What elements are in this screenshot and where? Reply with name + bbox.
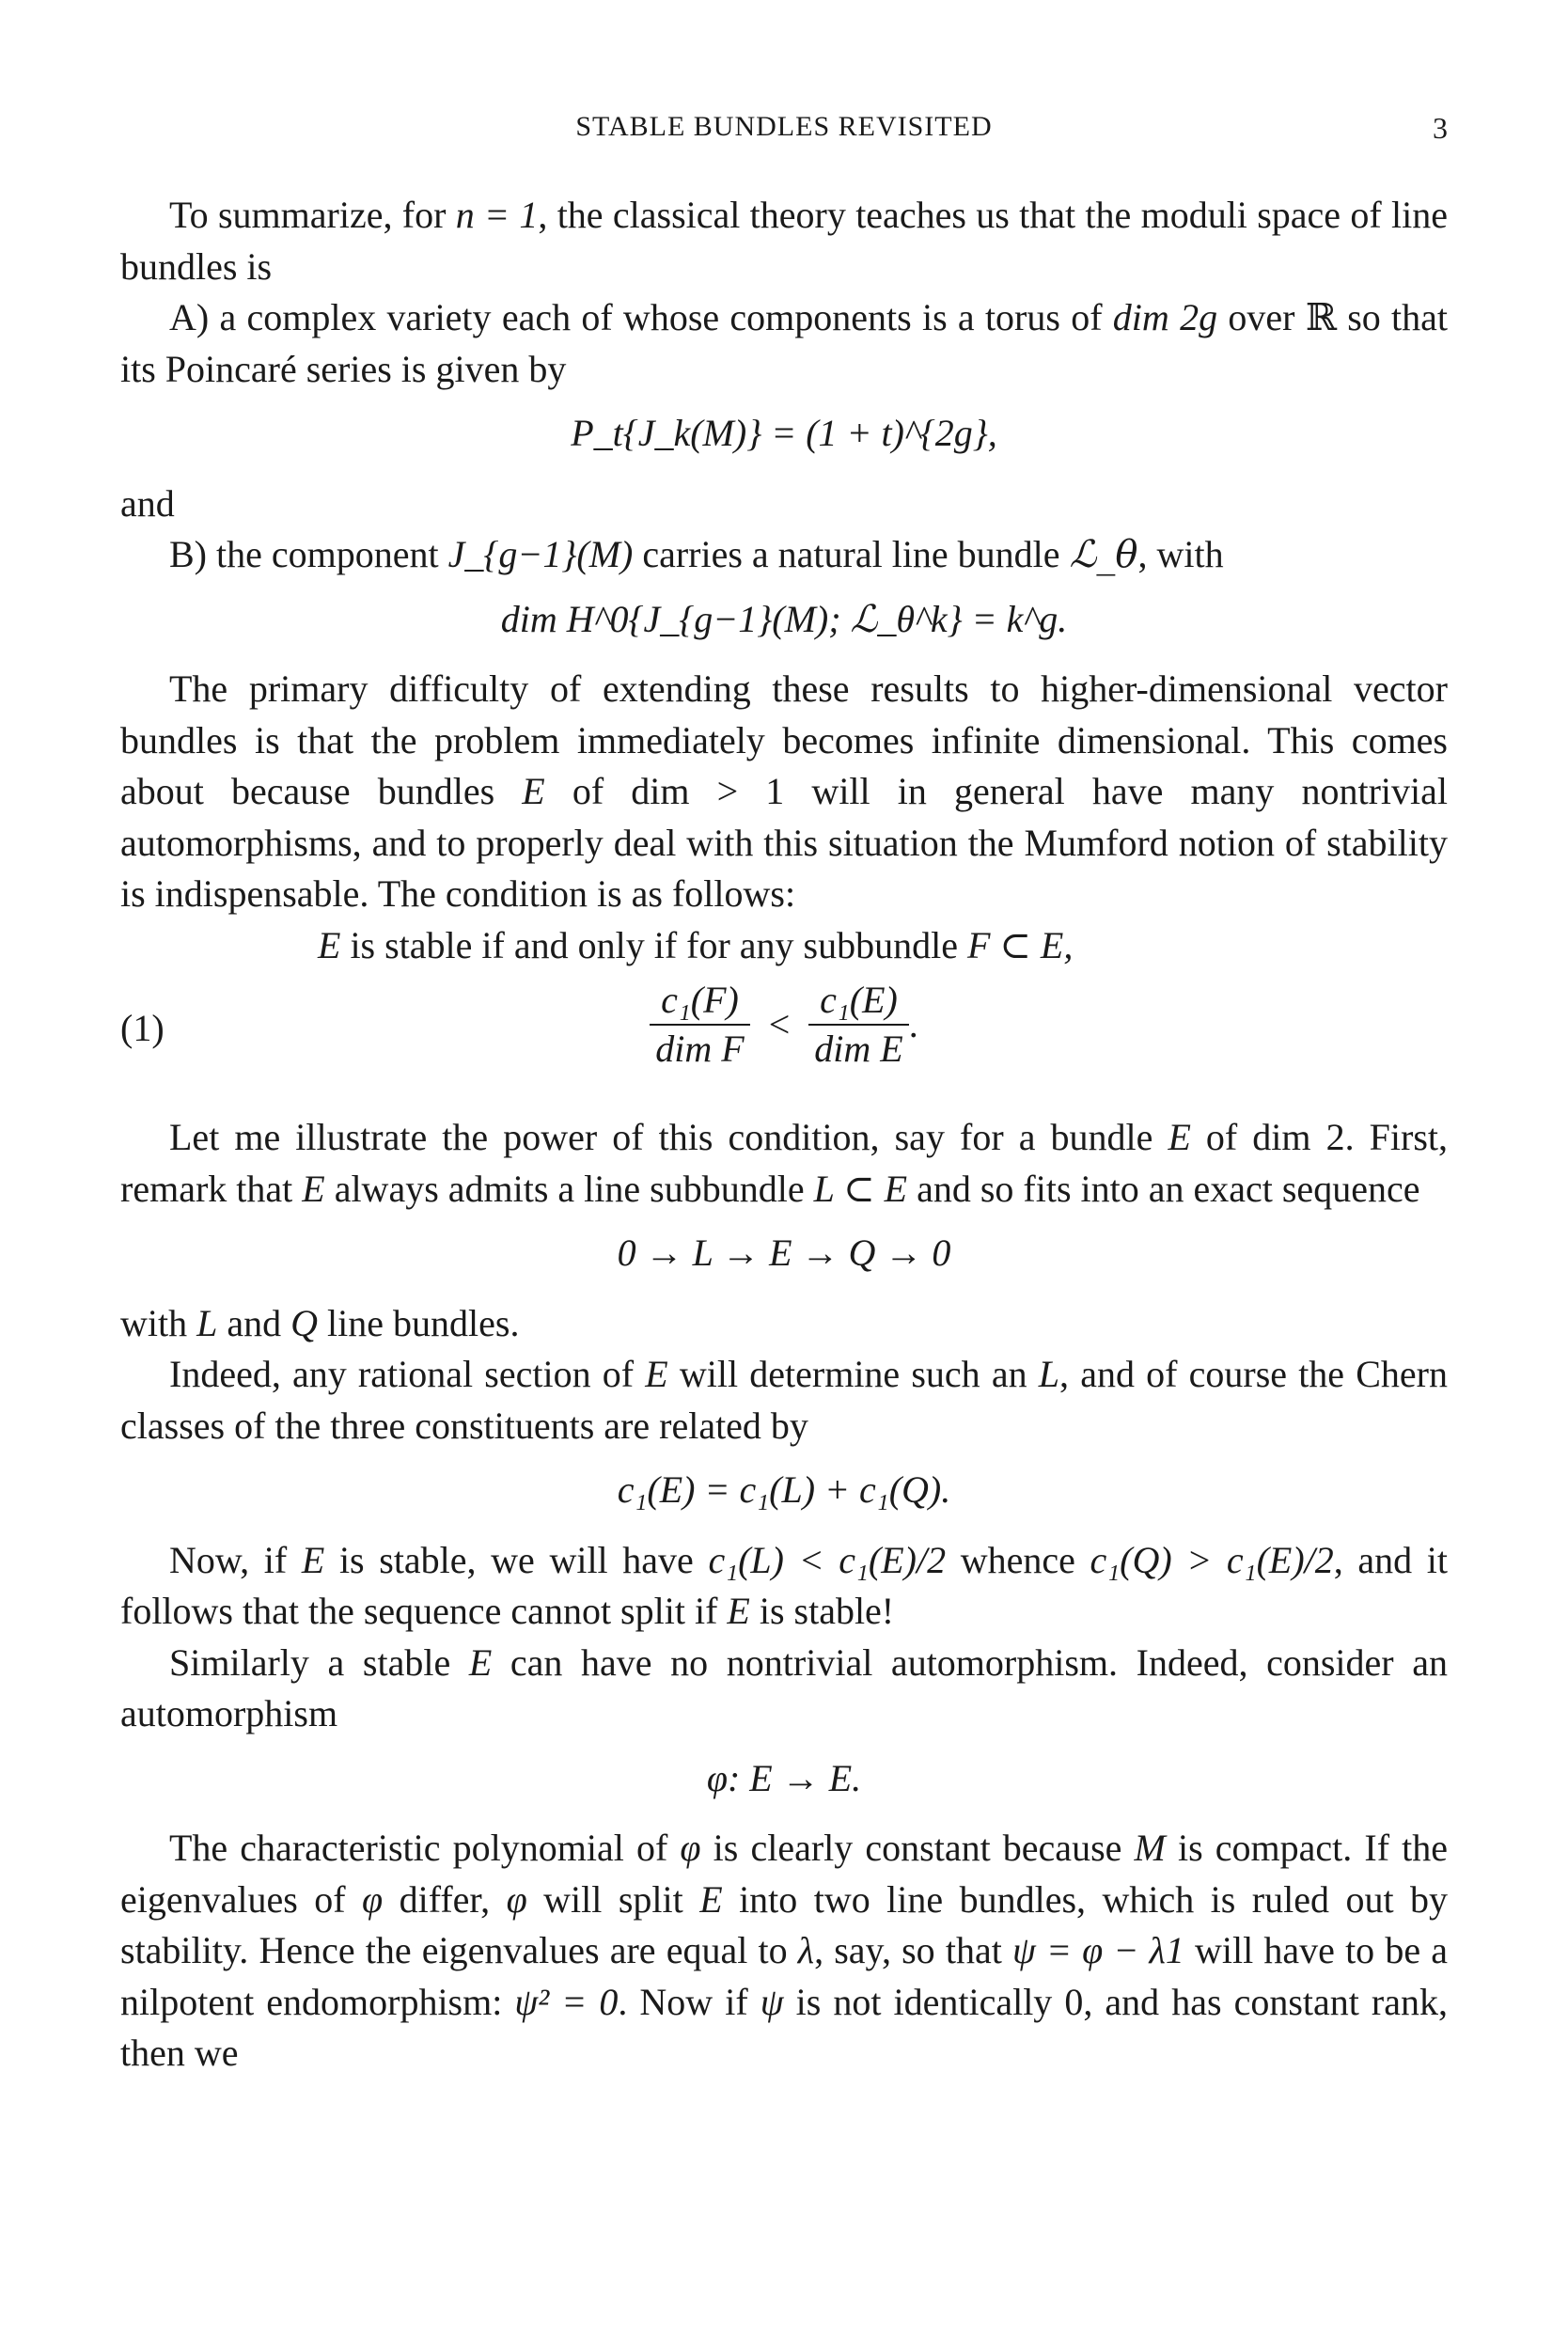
paragraph-illustrate: Let me illustrate the power of this condition, say for a bundle E of dim 2. First, remark that E always admits a line subbundle L ⊂ E and so fits into an exact sequence bbox=[120, 1116, 1449, 1210]
equation-1: (1) $\frac{\text{c₁(F)}}{\text{dim F}}$ < $\frac{\text{c₁(E)}}{\text{dim E}}$ . bbox=[120, 977, 1448, 1099]
equation-phi: φ: E → E. bbox=[706, 1756, 862, 1799]
paragraph-rational-section: Indeed, any rational section of E will determine such an L, and of course the Chern classes of the three constituents are related by bbox=[120, 1353, 1448, 1447]
paragraph-stability-definition: E is stable if and only if for any subbundle F ⊂ E, bbox=[318, 923, 1074, 966]
math-inline: dim 2g bbox=[1112, 296, 1218, 338]
paragraph-with-L-Q: with L and Q line bundles. bbox=[120, 1301, 520, 1344]
equation-exact-sequence: 0 → L → E → Q → 0 bbox=[617, 1232, 951, 1274]
fraction-left: $\frac{\text{c₁(F)}}{\text{dim F}}$ bbox=[650, 977, 749, 1073]
page-number: 3 bbox=[1433, 111, 1448, 145]
math-inline: n = 1 bbox=[455, 194, 539, 236]
equation-chern: c₁(E) = c₁(L) + c₁(Q). bbox=[617, 1468, 951, 1511]
equation-number: (1) bbox=[120, 1007, 165, 1049]
math-inline: ℝ bbox=[1305, 296, 1337, 338]
math-inline: J_{g−1}(M) bbox=[447, 533, 634, 575]
paragraph-automorphism: Similarly a stable E can have no nontrivial automorphism. Indeed, consider an automorphism bbox=[120, 1640, 1448, 1734]
running-title: STABLE BUNDLES REVISITED bbox=[575, 111, 993, 142]
paragraph-stable-inequality: Now, if E is stable, we will have c₁(L) < c₁(E)/2 whence c₁(Q) > c₁(E)/2, and it follows that the sequence cannot split if E is stable! bbox=[120, 1538, 1448, 1632]
equation-dimension: dim H^0{J_{g−1}(M); ℒ_θ^k} = k^g. bbox=[500, 597, 1068, 640]
less-than: < bbox=[768, 1002, 791, 1045]
paragraph-difficulty: The primary difficulty of extending these results to higher-dimensional vector bundles is that the problem immediately becomes infinite dimensional. This comes about because bundles E of dim > 1 will in general have many nontrivial automorphisms, and to properly deal with this situation the Mumford notion of stability is indispensable. The condition is as follows: bbox=[120, 667, 1448, 915]
paragraph-summary: To summarize, for n = 1, the classical theory teaches us that the moduli space of line bundles is bbox=[120, 194, 1448, 288]
fraction-right: $\frac{\text{c₁(E)}}{\text{dim E}}$ bbox=[808, 977, 908, 1073]
paragraph-B: B) the component J_{g−1}(M) carries a natural line bundle ℒ_θ, with bbox=[169, 533, 1224, 576]
page-body bbox=[120, 190, 1448, 2079]
math-inline: ℒ_θ bbox=[1069, 533, 1138, 576]
paragraph-and: and bbox=[120, 481, 175, 525]
equation-poincare: P_t{J_k(M)} = (1 + t)^{2g}, bbox=[571, 412, 997, 454]
paragraph-A: A) a complex variety each of whose components is a torus of dim 2g over ℝ so that its Poincaré series is given by bbox=[120, 296, 1449, 390]
page-header bbox=[120, 111, 1448, 149]
paragraph-characteristic: The characteristic polynomial of φ is clearly constant because M is compact. If the eigenvalues of φ differ, φ will split E into two line bundles, which is ruled out by stability. Hence the eigenvalues are equal to λ, say, so that ψ = φ − λ1 will have to be a nilpotent endomorphism: ψ² = 0. Now if ψ is not identically 0, and has constant rank, then we bbox=[120, 1827, 1449, 2074]
